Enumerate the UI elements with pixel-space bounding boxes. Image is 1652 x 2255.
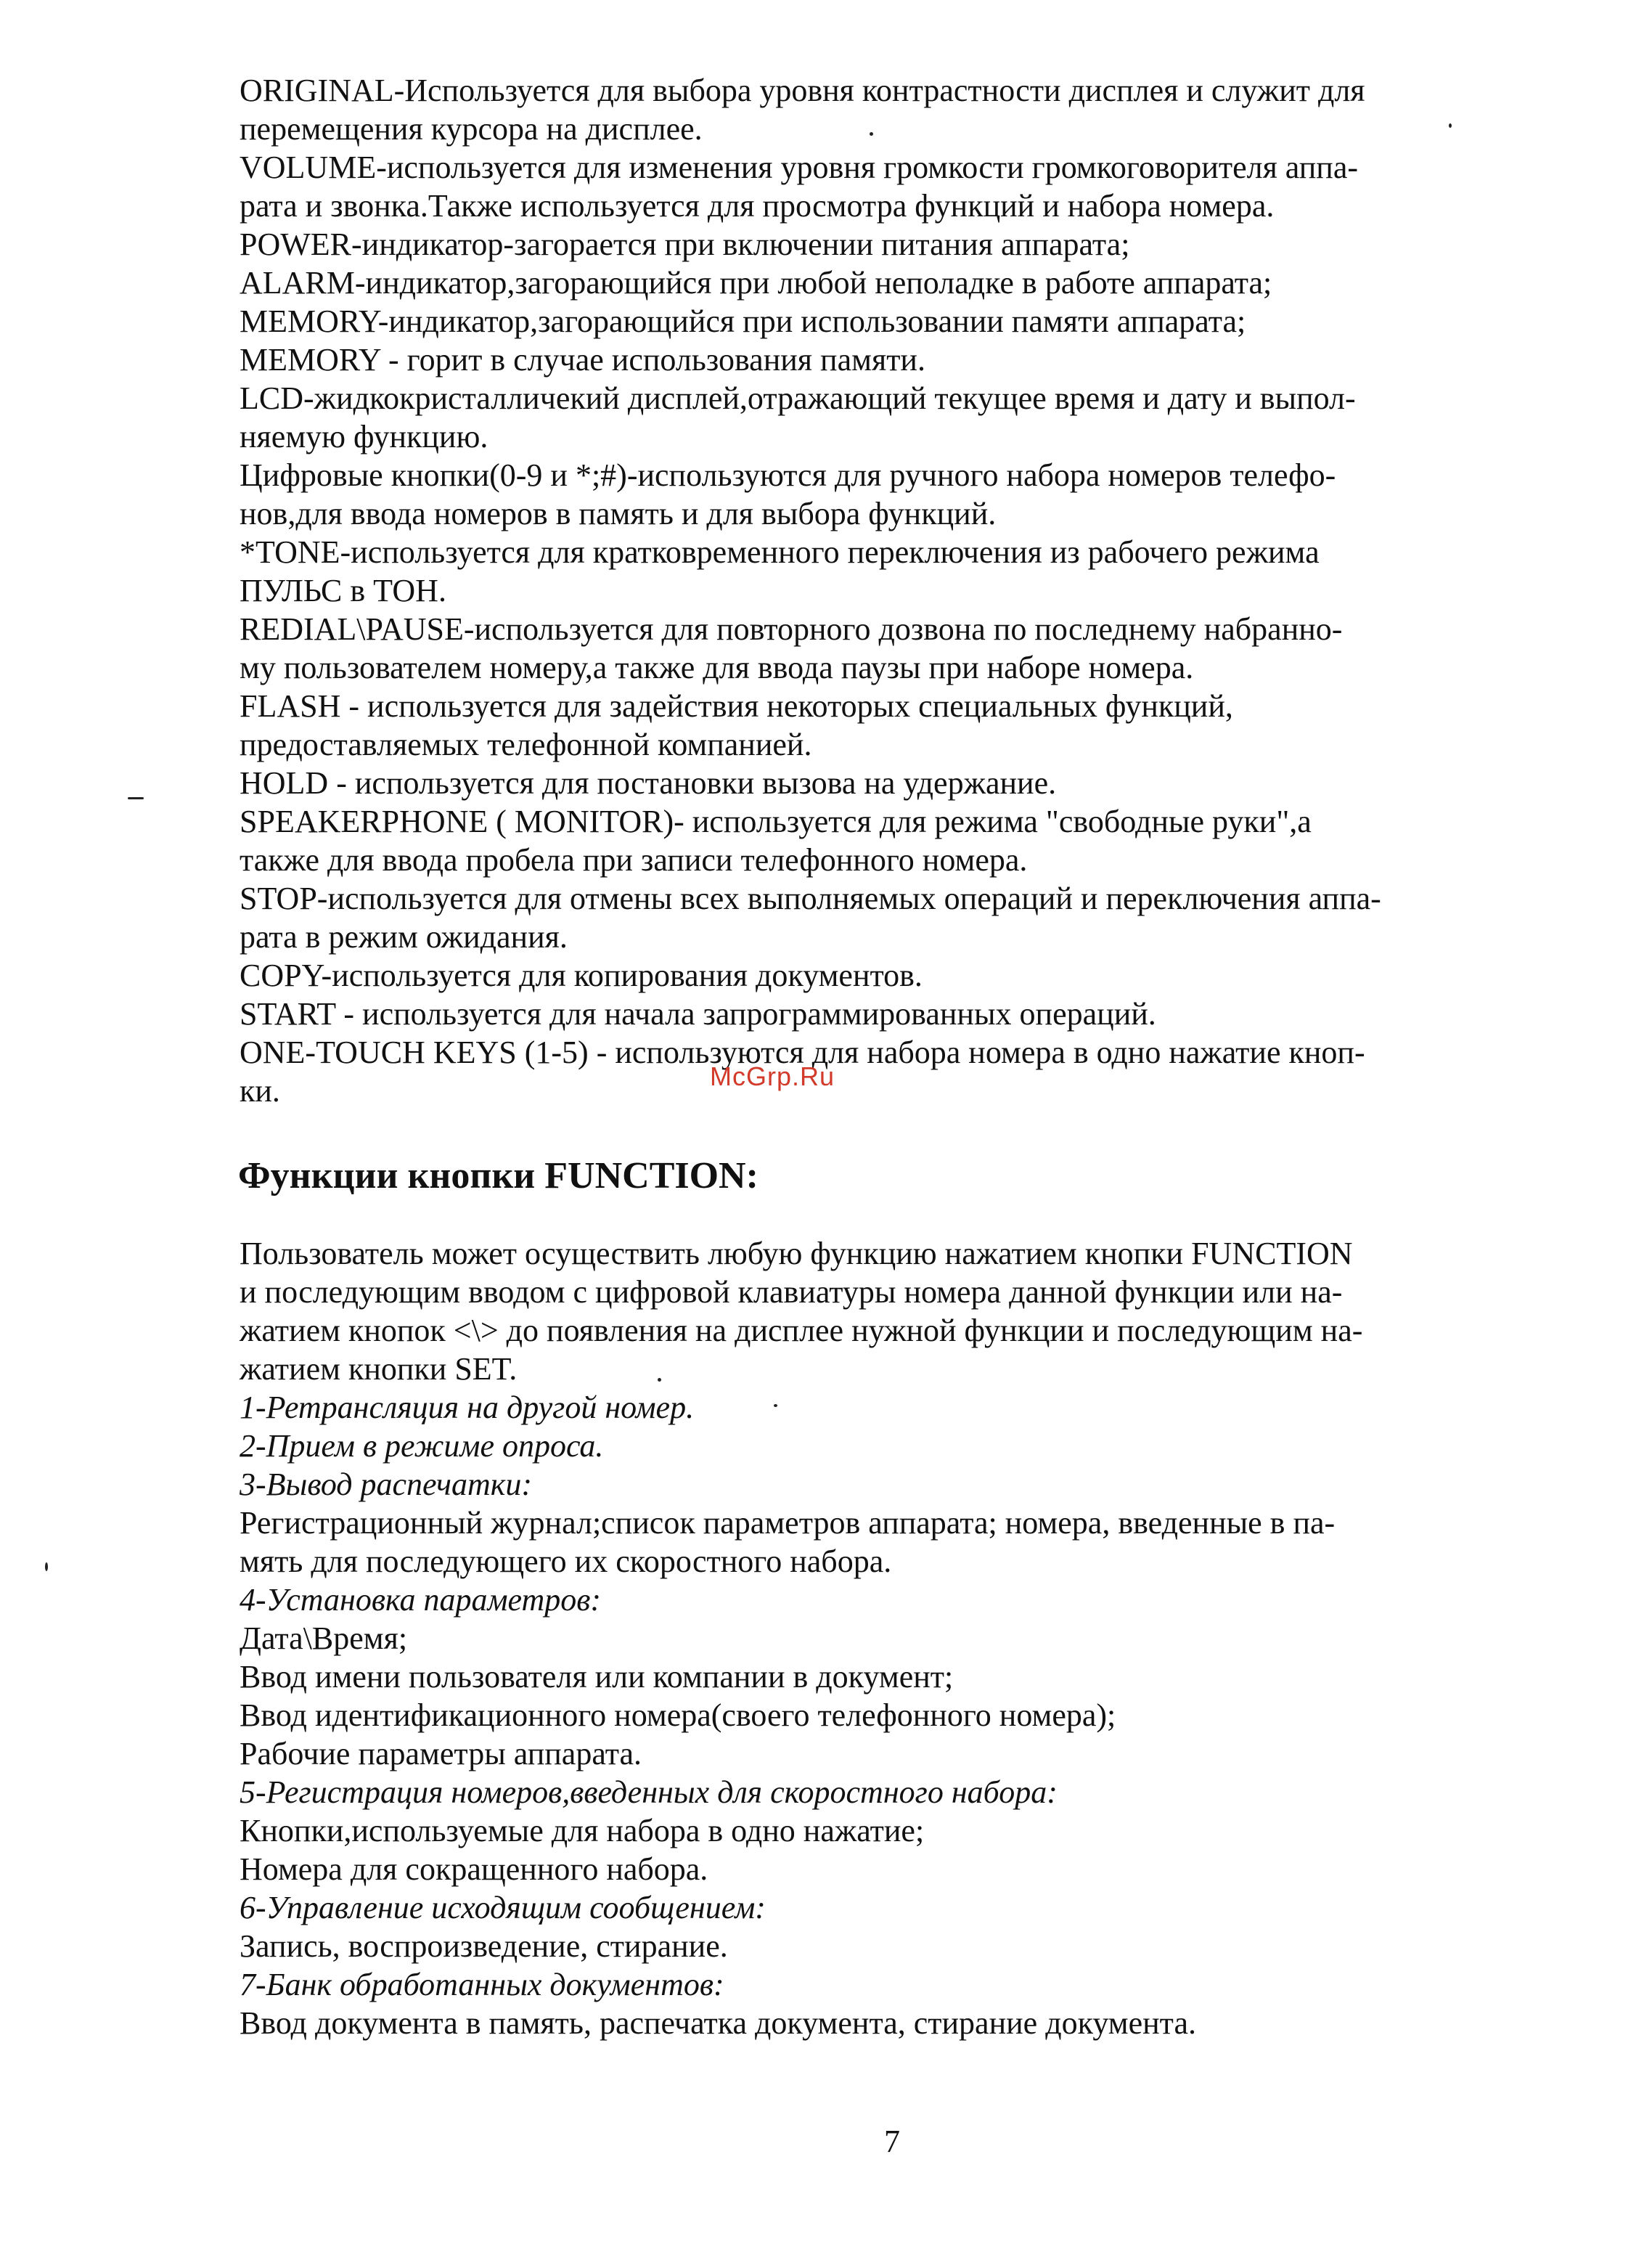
text-line: COPY-используется для копирования документов. <box>240 958 923 993</box>
text-line: STOP-используется для отмены всех выполняемых операций и переключения аппа- <box>240 881 1381 916</box>
function-detail: мять для последующего их скоростного набора. <box>240 1544 892 1579</box>
function-detail: Ввод имени пользователя или компании в документ; <box>240 1659 954 1695</box>
function-detail: Номера для сокращенного набора. <box>240 1851 708 1887</box>
function-section <box>240 1234 1568 2042</box>
text-line: предоставляемых телефонной компанией. <box>240 727 812 762</box>
scan-speck <box>774 1404 777 1407</box>
function-title: 1-Ретрансляция на другой номер. <box>240 1390 695 1425</box>
function-detail: Рабочие параметры аппарата. <box>240 1736 642 1771</box>
text-line: ONE-TOUCH KEYS (1-5) - используются для набора номера в одно нажатие кноп- <box>240 1035 1365 1070</box>
text-line: рата в режим ожидания. <box>240 919 568 955</box>
function-title: 3-Вывод распечатки: <box>240 1467 533 1502</box>
text-line: LCD-жидкокристалличекий дисплей,отражающий текущее время и дату и выпол- <box>240 380 1356 416</box>
scan-speck <box>45 1562 48 1571</box>
intro-line: и последующим вводом с цифровой клавиатуры номера данной функции или на- <box>240 1274 1343 1310</box>
text-line: FLASH - используется для задействия некоторых специальных функций, <box>240 688 1233 724</box>
function-title: 2-Прием в режиме опроса. <box>240 1428 604 1464</box>
function-detail: Ввод документа в память, распечатка документа, стирание документа. <box>240 2005 1196 2041</box>
text-line: няемую функцию. <box>240 419 488 454</box>
text-line: ки. <box>240 1073 280 1109</box>
text-line: VOLUME-используется для изменения уровня громкости громкоговорителя аппа- <box>240 150 1359 185</box>
scan-speck <box>1449 123 1452 128</box>
text-line: HOLD - используется для постановки вызова на удержание. <box>240 765 1057 801</box>
text-line: START - используется для начала запрограммированных операций. <box>240 996 1156 1032</box>
text-line: Цифровые кнопки(0-9 и *;#)-используются для ручного набора номеров телефо- <box>240 457 1336 493</box>
function-detail: Ввод идентификационного номера(своего телефонного номера); <box>240 1697 1116 1733</box>
page-number: 7 <box>884 2124 900 2159</box>
text-line: ПУЛЬС в ТОН. <box>240 573 446 608</box>
button-descriptions <box>240 71 1568 1110</box>
intro-line: жатием кнопок <\> до появления на дисплее нужной функции и последующим на- <box>240 1313 1363 1348</box>
section-heading: Функции кнопки FUNCTION: <box>238 1155 758 1196</box>
text-line: MEMORY-индикатор,загорающийся при использовании памяти аппарата; <box>240 303 1246 339</box>
text-line: также для ввода пробела при записи телефонного номера. <box>240 842 1028 878</box>
scan-speck <box>658 1378 661 1382</box>
text-line: *TONE-используется для кратковременного переключения из рабочего режима <box>240 534 1320 570</box>
function-title: 5-Регистрация номеров,введенных для скоростного набора: <box>240 1774 1058 1810</box>
text-line: перемещения курсора на дисплее. <box>240 111 703 147</box>
text-line: MEMORY - горит в случае использования памяти. <box>240 342 925 378</box>
function-detail: Запись, воспроизведение, стирание. <box>240 1928 728 1964</box>
function-title: 4-Установка параметров: <box>240 1582 602 1618</box>
text-line: рата и звонка.Также используется для просмотра функций и набора номера. <box>240 188 1275 224</box>
text-line: REDIAL\PAUSE-используется для повторного дозвона по последнему набранно- <box>240 611 1343 647</box>
text-line: нов,для ввода номеров в память и для выбора функций. <box>240 496 997 531</box>
text-line: ORIGINAL-Используется для выбора уровня контрастности дисплея и служит для <box>240 73 1365 108</box>
function-title: 6-Управление исходящим сообщением: <box>240 1890 766 1925</box>
function-title: 7-Банк обработанных документов: <box>240 1967 724 2002</box>
text-line: SPEAKERPHONE ( MONITOR)- используется для режима "свободные руки",а <box>240 804 1312 839</box>
scan-speck <box>128 797 144 799</box>
watermark: McGrp.Ru <box>710 1061 835 1091</box>
intro-line: жатием кнопки SET. <box>240 1351 518 1387</box>
text-line: му пользователем номеру,а также для ввода паузы при наборе номера. <box>240 650 1194 685</box>
text-line: ALARM-индикатор,загорающийся при любой неполадке в работе аппарата; <box>240 265 1272 301</box>
scan-speck <box>870 132 873 136</box>
function-detail: Регистрационный журнал;список параметров аппарата; номера, введенные в па- <box>240 1505 1336 1541</box>
intro-line: Пользователь может осуществить любую функцию нажатием кнопки FUNCTION <box>240 1236 1353 1271</box>
function-detail: Кнопки,используемые для набора в одно нажатие; <box>240 1813 925 1848</box>
function-detail: Дата\Время; <box>240 1620 408 1656</box>
text-line: POWER-индикатор-загорается при включении питания аппарата; <box>240 227 1130 262</box>
